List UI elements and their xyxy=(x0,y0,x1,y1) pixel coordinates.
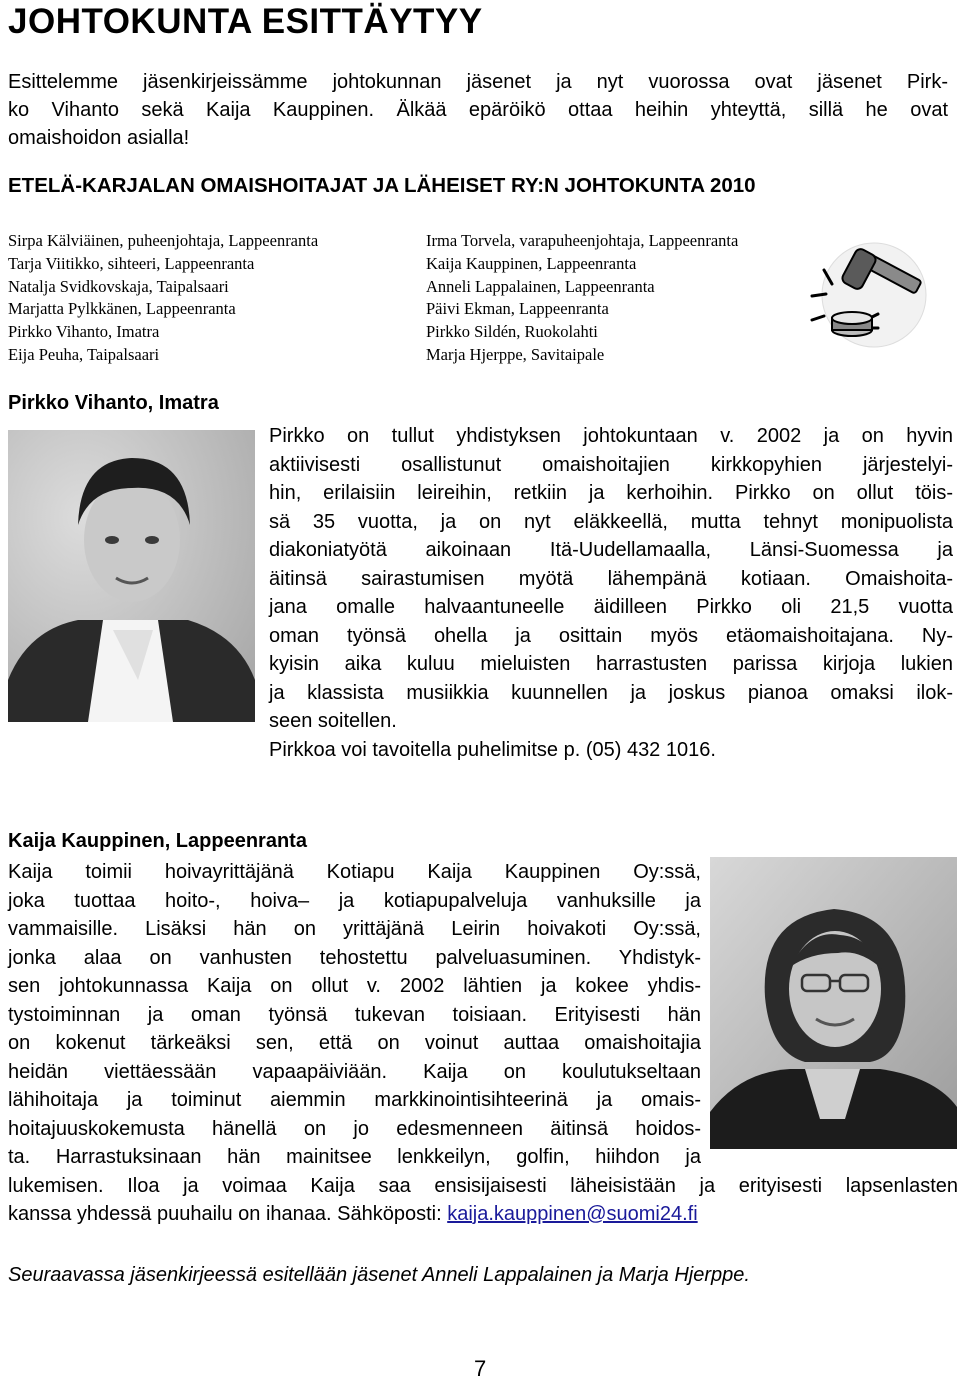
pirkko-line: diakoniatyötä aikoinaan Itä-Uudellamaalla, Länsi-Suomessa ja xyxy=(269,539,953,561)
kaija-line: heidän viettäessään vapaapäiviään. Kaija on koulutukseltaan xyxy=(8,1060,701,1083)
pirkko-line: aktiivisesti osallistunut omaishoitajien kirkkopyhien järjestelyi- xyxy=(269,453,953,476)
pirkko-line: Pirkko on tullut yhdistyksen johtokuntaan v. 2002 ja on hyvin xyxy=(269,425,953,447)
page-number: 7 xyxy=(474,1356,487,1381)
board-member: Anneli Lappalainen, Lappeenranta xyxy=(426,276,655,296)
board-member: Sirpa Kälviäinen, puheenjohtaja, Lappeenranta xyxy=(8,231,319,250)
intro-line: omaishoidon asialla! xyxy=(8,127,190,149)
board-member: Tarja Viitikko, sihteeri, Lappeenranta xyxy=(8,253,255,273)
pirkko-line: seen soitellen. xyxy=(269,710,397,732)
intro-paragraph xyxy=(8,68,948,152)
board-member: Marjatta Pylkkänen, Lappeenranta xyxy=(8,299,236,319)
board-member: Irma Torvela, varapuheenjohtaja, Lappeenranta xyxy=(426,231,739,250)
pirkko-contact: Pirkkoa voi tavoitella puhelimitse p. (05) 432 1016. xyxy=(269,738,716,761)
page-title: JOHTOKUNTA ESITTÄYTYY xyxy=(8,2,483,41)
kaija-line: on kokenut tärkeäksi sen, että on voinut auttaa omaishoitajia xyxy=(8,1032,701,1054)
intro-line: Esittelemme jäsenkirjeissämme johtokunnan jäsenet ja nyt vuorossa ovat jäsenet Pirk- xyxy=(8,71,948,93)
kaija-line: ta. Harrastuksinaan hän mainitsee lenkkeilyn, golfin, hiihdon ja xyxy=(8,1146,701,1168)
pirkko-line: oman työnsä ohella ja osittain myös etäomaishoitajana. Ny- xyxy=(269,624,953,647)
pirkko-paragraph xyxy=(269,422,953,764)
kaija-line: Kaija toimii hoivayrittäjänä Kotiapu Kaija Kauppinen Oy:ssä, xyxy=(8,861,701,883)
board-member: Päivi Ekman, Lappeenranta xyxy=(426,299,609,319)
kaija-line: tystoiminnan ja oman työnsä tukevan toisiaan. Erityisesti hän xyxy=(8,1003,701,1026)
board-list-left xyxy=(8,230,318,367)
next-issue-note: Seuraavassa jäsenkirjeessä esitellään jäsenet Anneli Lappalainen ja Marja Hjerppe. xyxy=(8,1264,750,1286)
pirkko-line: äitinsä sairastumisen myötä lähempänä kotiaan. Omaishoita- xyxy=(269,567,953,590)
board-member: Pirkko Sildén, Ruokolahti xyxy=(426,322,598,342)
kaija-line: lukemisen. Iloa ja voimaa Kaija saa ensisijaisesti läheisistään ja erityisesti lapsenlasten xyxy=(8,1174,958,1197)
kaija-line: sen johtokunnassa Kaija on ollut v. 2002 lähtien ja kokee yhdis- xyxy=(8,975,701,997)
kaija-line: jonka alaa on vanhusten tehostettu palveluasuminen. Yhdistyk- xyxy=(8,946,701,969)
pirkko-line: jana omalle halvaantuneelle äidilleen Pirkko oli 21,5 vuotta xyxy=(269,596,953,618)
kaija-heading: Kaija Kauppinen, Lappeenranta xyxy=(8,830,307,852)
kaija-line: lähihoitaja ja toiminut aiemmin markkinointisihteerinä ja omais- xyxy=(8,1089,701,1111)
board-member: Eija Peuha, Taipalsaari xyxy=(8,344,160,364)
board-member: Pirkko Vihanto, Imatra xyxy=(8,322,160,342)
kaija-line: hoitajuuskokemusta hänellä on jo edesmenneen äitinsä hoidos- xyxy=(8,1117,701,1140)
kaija-line: vammaisille. Lisäksi hän on yrittäjänä Leirin hoivakoti Oy:ssä, xyxy=(8,918,701,940)
pirkko-line: ja klassista musiikkia kuunnellen ja joskus pianoa omaksi ilok- xyxy=(269,681,953,704)
board-title: ETELÄ-KARJALAN OMAISHOITAJAT JA LÄHEISET RY:N JOHTOKUNTA 2010 xyxy=(8,174,756,197)
board-member: Marja Hjerppe, Savitaipale xyxy=(426,344,605,364)
pirkko-line: kyisin aika kuluu mieluisten harrastusten parissa kirjoja lukien xyxy=(269,653,953,675)
pirkko-portrait-photo xyxy=(8,430,255,722)
pirkko-line: hin, erilaisiin leireihin, retkiin ja kerhoihin. Pirkko on ollut töis- xyxy=(269,482,953,504)
intro-line: ko Vihanto sekä Kaija Kauppinen. Älkää epäröikö ottaa heihin yhteyttä, sillä he ovat xyxy=(8,99,948,121)
kaija-paragraph xyxy=(8,858,958,1229)
board-list-right xyxy=(426,230,738,367)
kaija-line: joka tuottaa hoito-, hoiva– ja kotiapupalveluja vanhuksille ja xyxy=(8,889,701,912)
pirkko-heading: Pirkko Vihanto, Imatra xyxy=(8,392,219,414)
kaija-last-line-text: kanssa yhdessä puuhailu on ihanaa. Sähköposti: xyxy=(8,1203,448,1225)
board-member: Kaija Kauppinen, Lappeenranta xyxy=(426,253,637,273)
kaija-last-line xyxy=(8,1200,958,1229)
gavel-icon xyxy=(802,240,932,350)
email-link[interactable]: kaija.kauppinen@suomi24.fi xyxy=(447,1203,698,1225)
board-member: Natalja Svidkovskaja, Taipalsaari xyxy=(8,276,229,296)
pirkko-line: sä 35 vuotta, ja on nyt eläkkeellä, mutta tehnyt monipuolista xyxy=(269,510,953,533)
